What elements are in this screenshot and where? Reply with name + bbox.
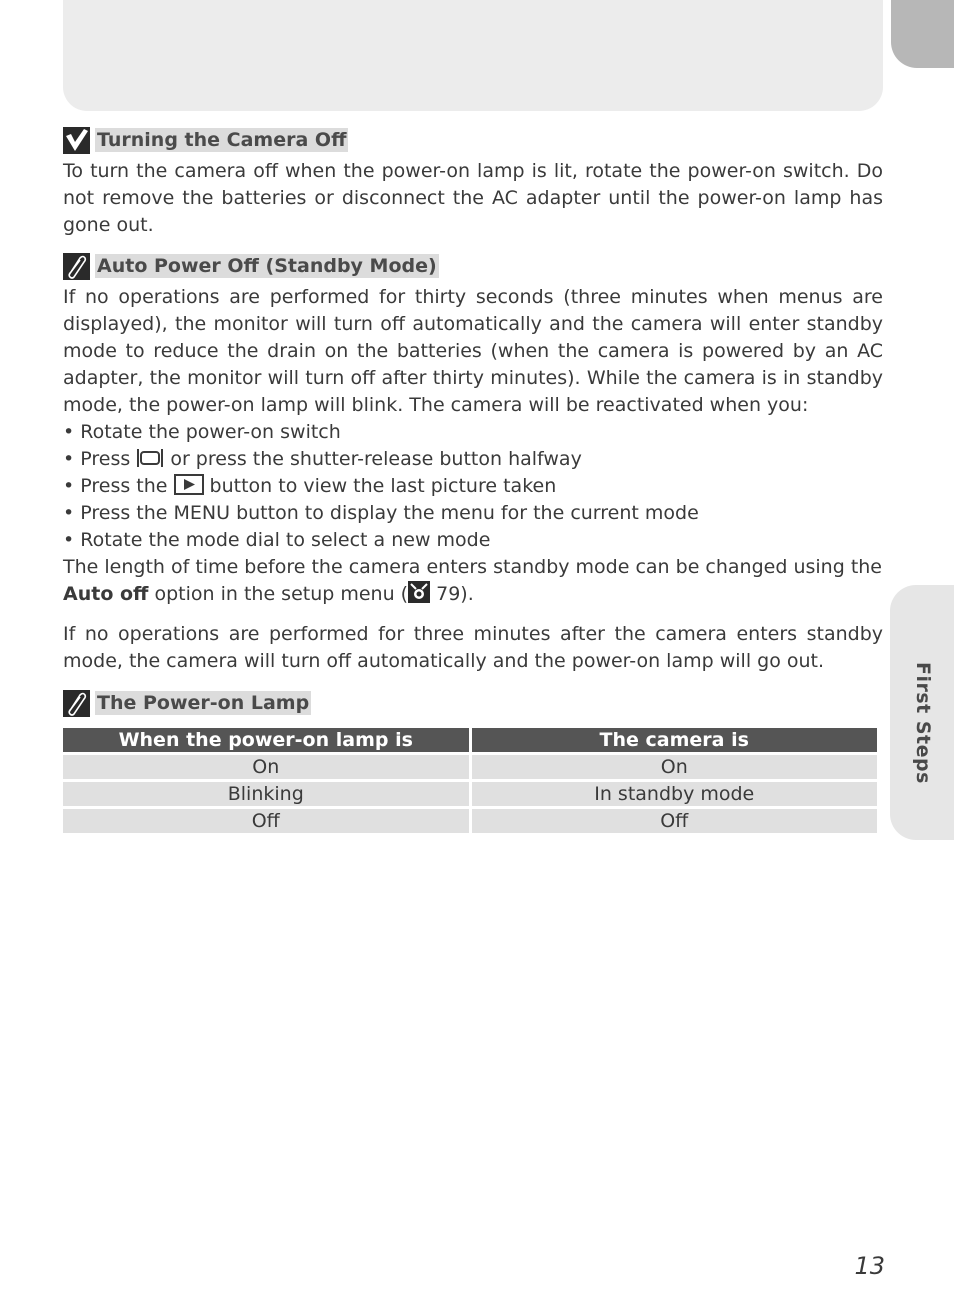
table-cell: On — [63, 755, 469, 779]
section-title: The Power-on Lamp — [97, 692, 310, 714]
paragraph: The length of time before the camera enters standby mode can be changed using the Auto off option in the setup menu ( 79). — [63, 556, 882, 605]
side-tab-label: First Steps — [912, 662, 934, 784]
table-cell: Blinking — [63, 782, 469, 806]
section-heading-auto-power-off — [63, 252, 883, 280]
page-content — [63, 126, 883, 836]
page-number: 13 — [854, 1252, 885, 1280]
table-header-row — [63, 728, 877, 752]
table-row — [63, 782, 877, 806]
table-row — [63, 755, 877, 779]
power-lamp-table — [60, 725, 880, 836]
column-header: When the power-on lamp is — [63, 728, 469, 752]
paragraph: If no operations are performed for three minutes after the camera enters standby mode, the camera will turn off automatically and the power-on lamp will go out. — [63, 623, 883, 672]
corner-tab — [891, 0, 954, 68]
reactivation-list — [63, 419, 883, 554]
checkmark-icon — [63, 127, 90, 154]
table-row — [63, 809, 877, 833]
table-cell: On — [472, 755, 878, 779]
top-panel — [63, 0, 883, 111]
list-item: • Rotate the power-on switch — [63, 421, 341, 443]
section-title: Auto Power Off (Standby Mode) — [97, 255, 437, 277]
paragraph: If no operations are performed for thirty seconds (three minutes when menus are displayed), the monitor will turn off automatically and the camera will enter standby mode to reduce the drain on the batteries (when the camera is powered by an AC adapter, the monitor will turn off after thirty minutes). While the camera is in standby mode, the power-on lamp will blink. The camera will be reactivated when you: — [63, 286, 883, 416]
section-title: Turning the Camera Off — [97, 129, 347, 151]
table-cell: In standby mode — [472, 782, 878, 806]
table-cell: Off — [63, 809, 469, 833]
list-item: • Rotate the mode dial to select a new mode — [63, 529, 491, 551]
section-heading-turning-off — [63, 126, 883, 154]
note-pencil-icon — [63, 690, 90, 717]
play-button-icon — [174, 474, 204, 495]
column-header: The camera is — [472, 728, 878, 752]
monitor-button-icon — [136, 448, 164, 468]
list-item: • Press the MENU button to display the menu for the current mode — [63, 502, 699, 524]
section-heading-power-lamp — [63, 689, 883, 717]
bold-term: Auto off — [63, 583, 149, 605]
note-pencil-icon — [63, 253, 90, 280]
table-cell: Off — [472, 809, 878, 833]
page-reference-icon — [408, 581, 430, 603]
list-item: • Press or press the shutter-release button halfway — [63, 448, 582, 470]
paragraph: To turn the camera off when the power-on lamp is lit, rotate the power-on switch. Do not remove the batteries or disconnect the AC adapter until the power-on lamp has gone out. — [63, 160, 883, 236]
list-item: • Press the button to view the last picture taken — [63, 475, 557, 497]
